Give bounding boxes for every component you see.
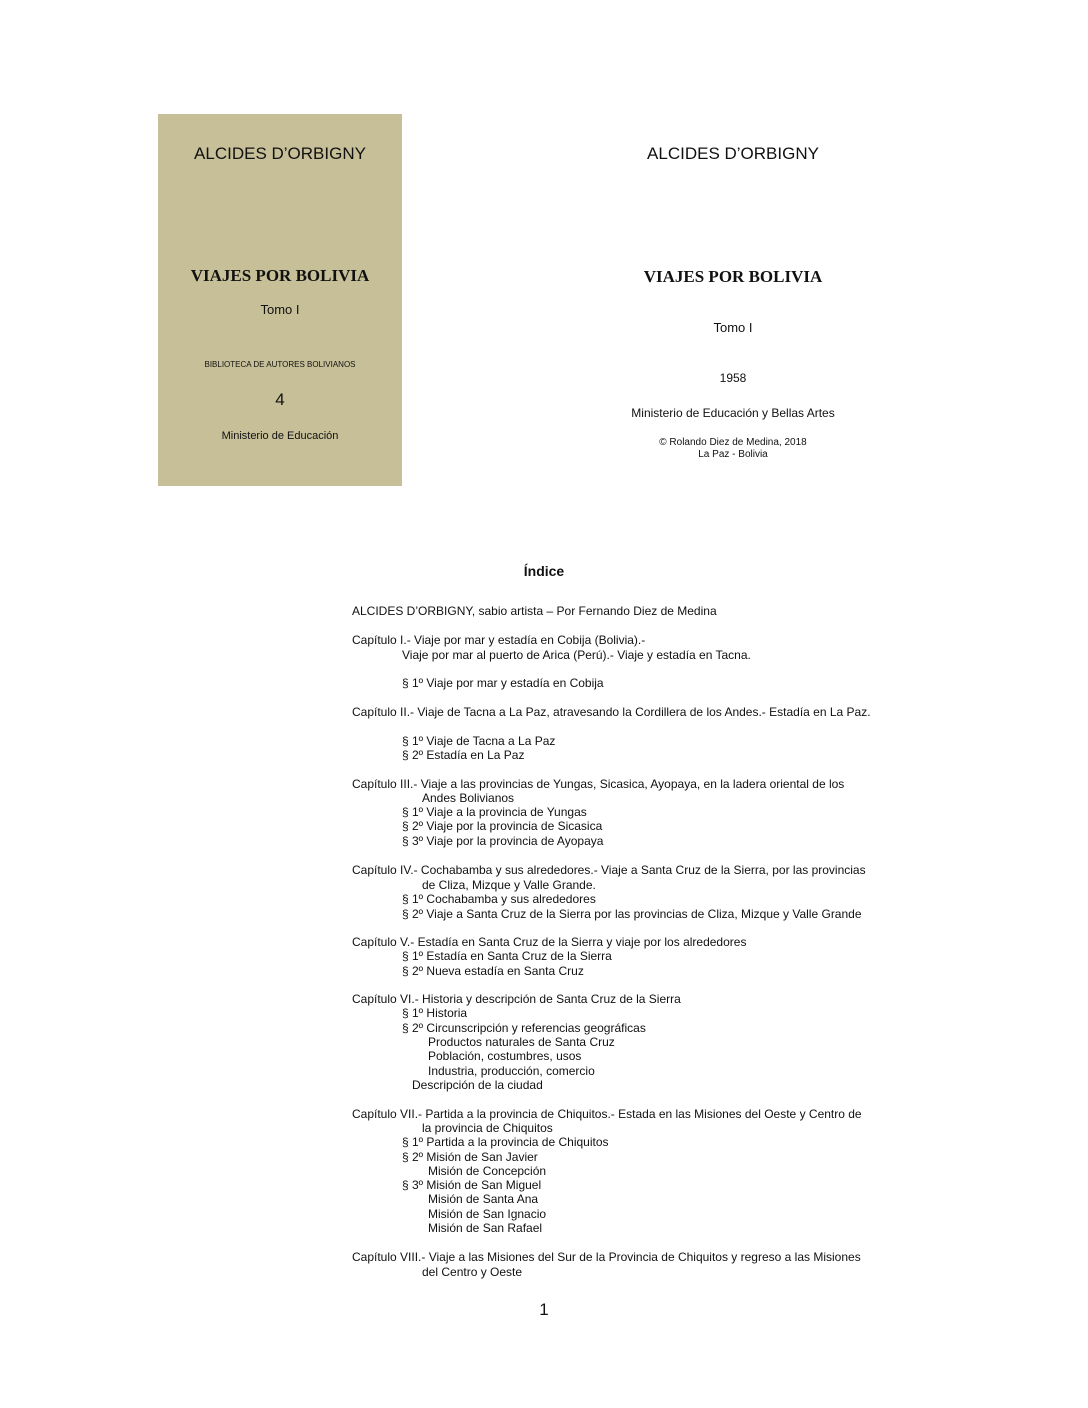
toc-entry: la provincia de Chiquitos	[422, 1121, 553, 1135]
toc-entry: § 1º Historia	[402, 1006, 468, 1020]
toc-entry: Misión de Santa Ana	[428, 1192, 539, 1206]
toc-entry: Viaje por mar al puerto de Arica (Perú).- Viaje y estadía en Tacna.	[402, 648, 751, 662]
toc-entry: Capítulo IV.- Cochabamba y sus alrededores.- Viaje a Santa Cruz de la Sierra, por las provincias	[352, 863, 866, 877]
toc-entry: Población, costumbres, usos	[428, 1049, 582, 1063]
cover-author: ALCIDES D’ORBIGNY	[194, 144, 366, 163]
title-page-year: 1958	[719, 371, 747, 385]
toc-entry: del Centro y Oeste	[422, 1265, 523, 1279]
title-page-volume: Tomo I	[713, 320, 753, 335]
toc-entry: Capítulo II.- Viaje de Tacna a La Paz, atravesando la Cordillera de los Andes.- Estadía en La Paz.	[352, 705, 871, 719]
toc-entry: Misión de Concepción	[428, 1164, 547, 1178]
toc-entry: Andes Bolivianos	[422, 791, 515, 805]
toc-entry: § 2º Nueva estadía en Santa Cruz	[402, 964, 584, 978]
toc-entry: Misión de San Rafael	[428, 1221, 543, 1235]
toc-entry: § 2º Estadía en La Paz	[402, 748, 525, 762]
toc-heading: Índice	[523, 563, 565, 579]
toc-entry: Capítulo VI.- Historia y descripción de Santa Cruz de la Sierra	[352, 992, 681, 1006]
place-line: La Paz - Bolivia	[698, 449, 768, 460]
toc-entry: Capítulo III.- Viaje a las provincias de Yungas, Sicasica, Ayopaya, en la ladera oriental de los	[352, 777, 845, 791]
toc-entry: § 2º Circunscripción y referencias geográficas	[402, 1021, 646, 1035]
toc-entry: Capítulo I.- Viaje por mar y estadía en Cobija (Bolivia).-	[352, 633, 646, 647]
title-page-title: VIAJES POR BOLIVIA	[643, 267, 823, 286]
toc-entry: § 2º Misión de San Javier	[402, 1150, 538, 1164]
toc-entry: § 1º Cochabamba y sus alrededores	[402, 892, 596, 906]
toc-entry: Capítulo V.- Estadía en Santa Cruz de la Sierra y viaje por los alrededores	[352, 935, 747, 949]
title-page-author: ALCIDES D’ORBIGNY	[647, 144, 819, 163]
toc-entry: § 3º Misión de San Miguel	[402, 1178, 542, 1192]
toc-entry: de Cliza, Mizque y Valle Grande.	[422, 878, 596, 892]
toc-entry: Productos naturales de Santa Cruz	[428, 1035, 615, 1049]
title-page-publisher: Ministerio de Educación y Bellas Artes	[631, 406, 835, 420]
cover-title: VIAJES POR BOLIVIA	[190, 266, 370, 285]
copyright-line: © Rolando Diez de Medina, 2018	[659, 437, 807, 448]
cover-number: 4	[275, 390, 285, 409]
cover-volume: Tomo I	[260, 302, 300, 317]
cover-publisher: Ministerio de Educación	[221, 430, 339, 442]
toc-entry: § 1º Estadía en Santa Cruz de la Sierra	[402, 949, 612, 963]
toc-entry: ALCIDES D’ORBIGNY, sabio artista – Por Fernando Diez de Medina	[352, 604, 717, 618]
toc-entry: § 2º Viaje por la provincia de Sicasica	[402, 819, 603, 833]
toc-entry: § 2º Viaje a Santa Cruz de la Sierra por las provincias de Cliza, Mizque y Valle Grande	[402, 907, 862, 921]
toc-entry: § 1º Partida a la provincia de Chiquitos	[402, 1135, 609, 1149]
toc-entry: § 3º Viaje por la provincia de Ayopaya	[402, 834, 604, 848]
toc-entry: Capítulo VIII.- Viaje a las Misiones del Sur de la Provincia de Chiquitos y regreso a las Misiones	[352, 1250, 861, 1264]
toc-entry: Descripción de la ciudad	[412, 1078, 543, 1092]
page-number: 1	[539, 1300, 549, 1319]
toc-entry: Capítulo VII.- Partida a la provincia de Chiquitos.- Estada en las Misiones del Oeste y Centro de	[352, 1107, 862, 1121]
toc-entry: § 1º Viaje a la provincia de Yungas	[402, 805, 587, 819]
toc-entry: § 1º Viaje por mar y estadía en Cobija	[402, 676, 604, 690]
cover-collection: BIBLIOTECA DE AUTORES BOLIVIANOS	[204, 360, 356, 369]
toc-entry: Industria, producción, comercio	[428, 1064, 595, 1078]
toc-entry: § 1º Viaje de Tacna a La Paz	[402, 734, 556, 748]
toc-entry: Misión de San Ignacio	[428, 1207, 547, 1221]
